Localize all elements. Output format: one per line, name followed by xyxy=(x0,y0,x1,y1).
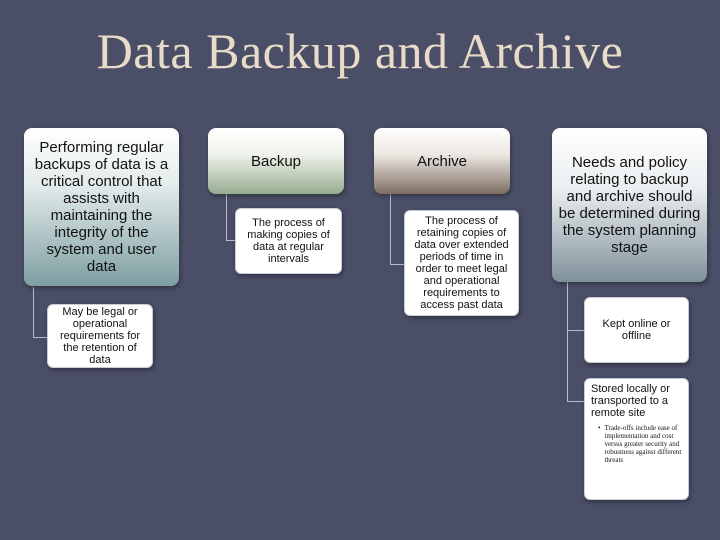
main-card-text: Performing regular backups of data is a critical control that assists with maintaining the integrity of the system and user data xyxy=(34,139,169,275)
connector-line xyxy=(226,194,227,240)
bullet-list xyxy=(598,424,684,464)
connector-line xyxy=(390,194,391,264)
main-card-backup-importance xyxy=(24,128,179,286)
connector-line xyxy=(567,401,584,402)
page-title: Data Backup and Archive xyxy=(96,23,624,79)
connector-line xyxy=(33,287,34,337)
bullet-text: Trade-offs include ease of implementation and cost versus greater security and robustness against different threats xyxy=(604,424,682,464)
connector-line xyxy=(33,337,47,338)
sub-card-text: The process of making copies of data at regular intervals xyxy=(247,217,330,265)
sub-card-text: May be legal or operational requirements for the retention of data xyxy=(59,306,141,366)
main-card-backup xyxy=(208,128,344,194)
connector-line xyxy=(567,330,584,331)
connector-line xyxy=(390,264,404,265)
sub-card-online-offline xyxy=(584,297,689,363)
connector-line xyxy=(567,282,568,402)
main-card-text: Needs and policy relating to backup and archive should be determined during the system planning stage xyxy=(558,154,701,256)
bullet-item xyxy=(598,424,684,464)
main-card-text: Backup xyxy=(250,152,302,170)
main-card-archive xyxy=(374,128,510,194)
connector-line xyxy=(226,240,235,241)
bullet-dot-icon: • xyxy=(598,424,601,432)
sub-card-text: The process of retaining copies of data over extended periods of time in order to meet legal and operational requirements to access past data xyxy=(414,215,509,311)
sub-card-legal-requirements xyxy=(47,304,153,368)
main-card-policy xyxy=(552,128,707,282)
sub-card-archive-definition xyxy=(404,210,519,316)
sub-card-text: Kept online or offline xyxy=(602,318,671,342)
sub-card-backup-definition xyxy=(235,208,342,274)
sub-card-text: Stored locally or transported to a remote site xyxy=(591,383,670,419)
main-card-text: Archive xyxy=(416,152,468,170)
